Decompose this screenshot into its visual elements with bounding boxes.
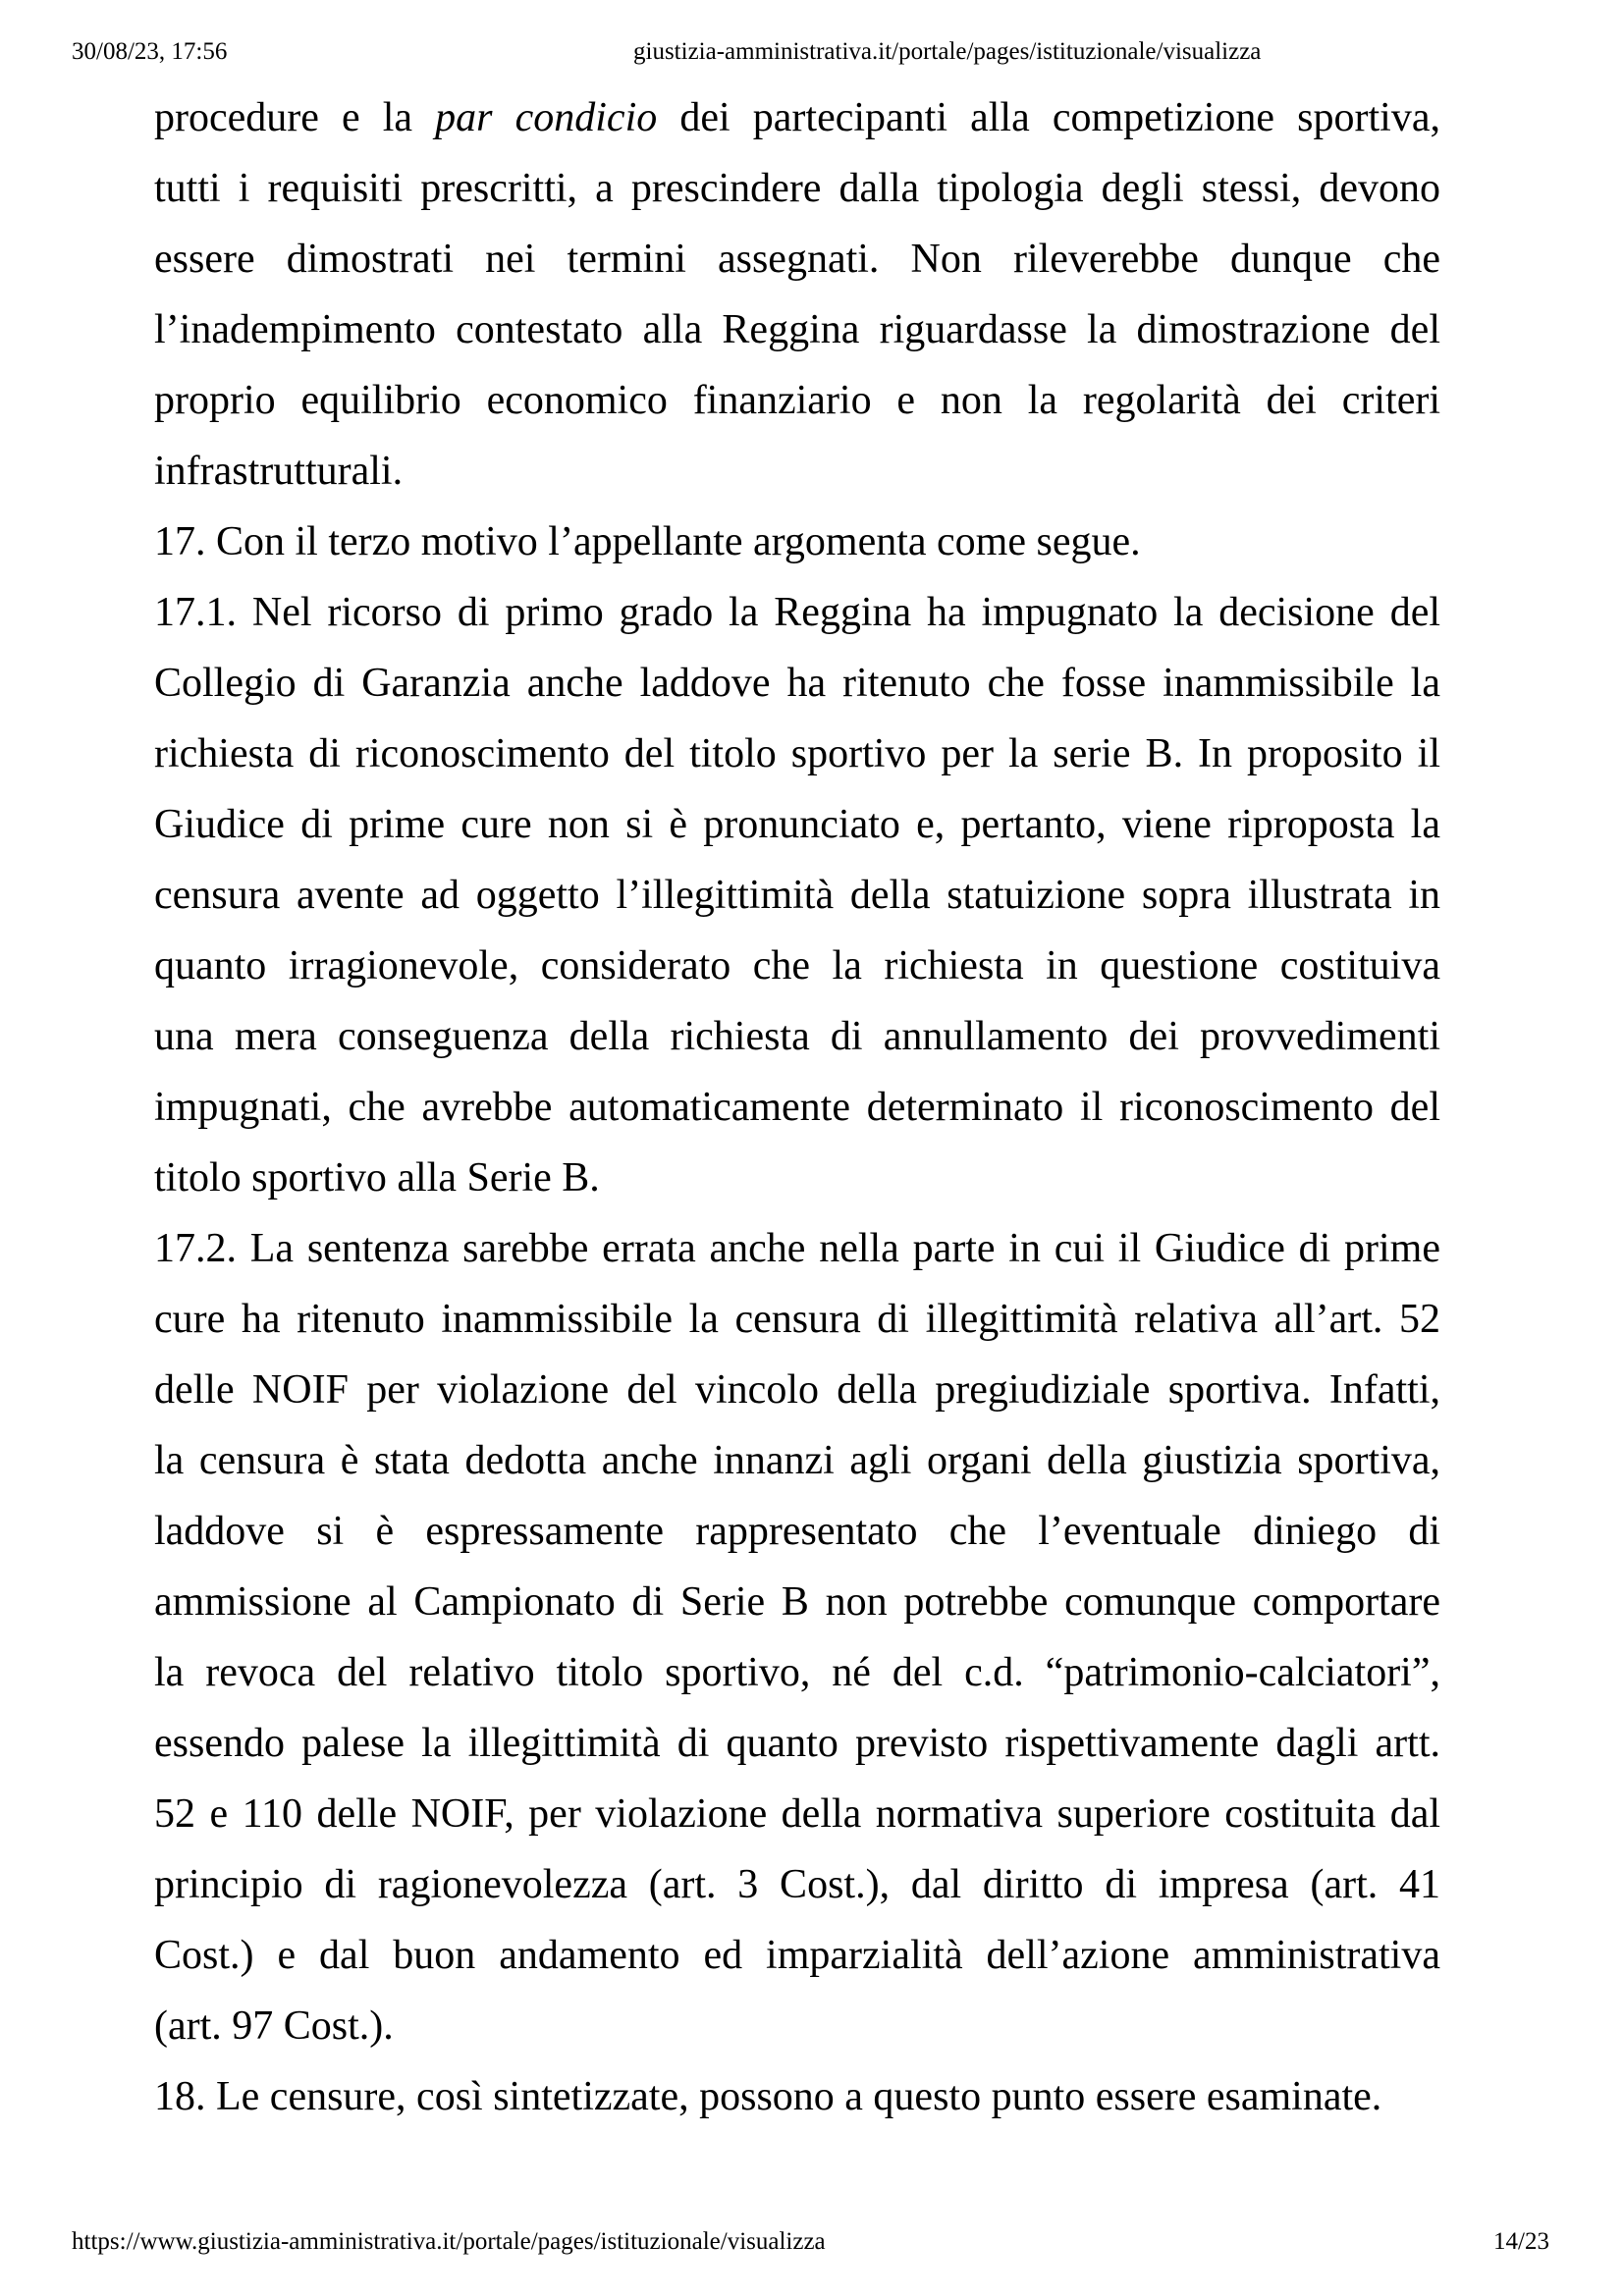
text-line (154, 1496, 1440, 1567)
text-segment: delle NOIF per violazione del vincolo della pregiudiziale sportiva. Infatti, (154, 1367, 1440, 1413)
text-line (154, 224, 1440, 294)
text-segment: infrastrutturali. (154, 449, 404, 494)
text-segment: una mera conseguenza della richiesta di annullamento dei provvedimenti (154, 1014, 1440, 1059)
text-segment: tutti i requisiti prescritti, a prescindere dalla tipologia degli stessi, devono (154, 166, 1440, 211)
text-segment: richiesta di riconoscimento del titolo sportivo per la serie B. In proposito il (154, 731, 1440, 776)
text-line (154, 1991, 1440, 2061)
text-line (154, 436, 1440, 507)
text-line (154, 1213, 1440, 1284)
text-segment: laddove si è espressamente rappresentato che l’eventuale diniego di (154, 1509, 1440, 1554)
text-line (154, 1284, 1440, 1355)
text-segment: 17.2. La sentenza sarebbe errata anche nella parte in cui il Giudice di prime (154, 1226, 1440, 1271)
text-segment: procedure e la (154, 95, 436, 140)
text-segment: la revoca del relativo titolo sportivo, né del c.d. “patrimonio-calciatori”, (154, 1650, 1440, 1695)
text-line (154, 2061, 1440, 2132)
text-line (154, 1779, 1440, 1849)
text-segment: (art. 97 Cost.). (154, 2003, 394, 2049)
text-line (154, 1708, 1440, 1779)
text-segment: essere dimostrati nei termini assegnati. Non rileverebbe dunque che (154, 237, 1440, 282)
print-footer-page-number: 14/23 (1493, 2228, 1549, 2255)
paragraph-4 (154, 1213, 1440, 2061)
text-line (154, 1637, 1440, 1708)
paragraph-5 (154, 2061, 1440, 2132)
text-segment: titolo sportivo alla Serie B. (154, 1155, 600, 1201)
text-line (154, 719, 1440, 789)
text-segment: Giudice di prime cure non si è pronunciato e, pertanto, viene riproposta la (154, 802, 1440, 847)
print-footer-url: https://www.giustizia-amministrativa.it/portale/pages/istituzionale/visualizza (72, 2228, 826, 2255)
text-segment: censura avente ad oggetto l’illegittimità della statuizione sopra illustrata in (154, 873, 1440, 918)
text-line (154, 1001, 1440, 1072)
text-line (154, 1143, 1440, 1213)
text-segment: 17. Con il terzo motivo l’appellante argomenta come segue. (154, 519, 1141, 564)
text-segment: dei partecipanti alla competizione sportiva, (657, 95, 1440, 140)
print-header-datetime: 30/08/23, 17:56 (72, 38, 228, 65)
text-line (154, 153, 1440, 224)
text-line (154, 789, 1440, 860)
text-segment: essendo palese la illegittimità di quanto previsto rispettivamente dagli artt. (154, 1721, 1440, 1766)
text-segment: ammissione al Campionato di Serie B non potrebbe comunque comportare (154, 1579, 1440, 1625)
text-line (154, 1567, 1440, 1637)
text-line (154, 577, 1440, 648)
text-line (154, 1849, 1440, 1920)
text-line (154, 1920, 1440, 1991)
text-segment: 18. Le censure, così sintetizzate, possono a questo punto essere esaminate. (154, 2074, 1382, 2119)
text-segment: cure ha ritenuto inammissibile la censura di illegittimità relativa all’art. 52 (154, 1297, 1440, 1342)
text-segment: principio di ragionevolezza (art. 3 Cost.), dal diritto di impresa (art. 41 (154, 1862, 1440, 1907)
paragraph-1 (154, 82, 1440, 507)
text-line (154, 507, 1440, 577)
text-line (154, 648, 1440, 719)
text-segment: impugnati, che avrebbe automaticamente determinato il riconoscimento del (154, 1085, 1440, 1130)
text-segment: Cost.) e dal buon andamento ed imparzialità dell’azione amministrativa (154, 1933, 1440, 1978)
text-line (154, 365, 1440, 436)
text-line (154, 931, 1440, 1001)
text-line (154, 1355, 1440, 1425)
text-segment: 52 e 110 delle NOIF, per violazione della normativa superiore costituita dal (154, 1791, 1440, 1837)
text-segment: la censura è stata dedotta anche innanzi agli organi della giustizia sportiva, (154, 1438, 1440, 1483)
text-line (154, 1072, 1440, 1143)
paragraph-2 (154, 507, 1440, 577)
document-body (154, 82, 1440, 2132)
text-segment: l’inadempimento contestato alla Reggina riguardasse la dimostrazione del (154, 307, 1440, 352)
text-segment: Collegio di Garanzia anche laddove ha ritenuto che fosse inammissibile la (154, 661, 1440, 706)
paragraph-3 (154, 577, 1440, 1213)
text-segment: proprio equilibrio economico finanziario e non la regolarità dei criteri (154, 378, 1440, 423)
italic-text-segment: par condicio (435, 95, 658, 140)
text-line (154, 860, 1440, 931)
text-line (154, 1425, 1440, 1496)
text-line (154, 82, 1440, 153)
text-segment: 17.1. Nel ricorso di primo grado la Reggina ha impugnato la decisione del (154, 590, 1440, 635)
text-segment: quanto irragionevole, considerato che la richiesta in questione costituiva (154, 943, 1440, 988)
text-line (154, 294, 1440, 365)
print-header-title: giustizia-amministrativa.it/portale/pages/istituzionale/visualizza (633, 38, 1262, 65)
